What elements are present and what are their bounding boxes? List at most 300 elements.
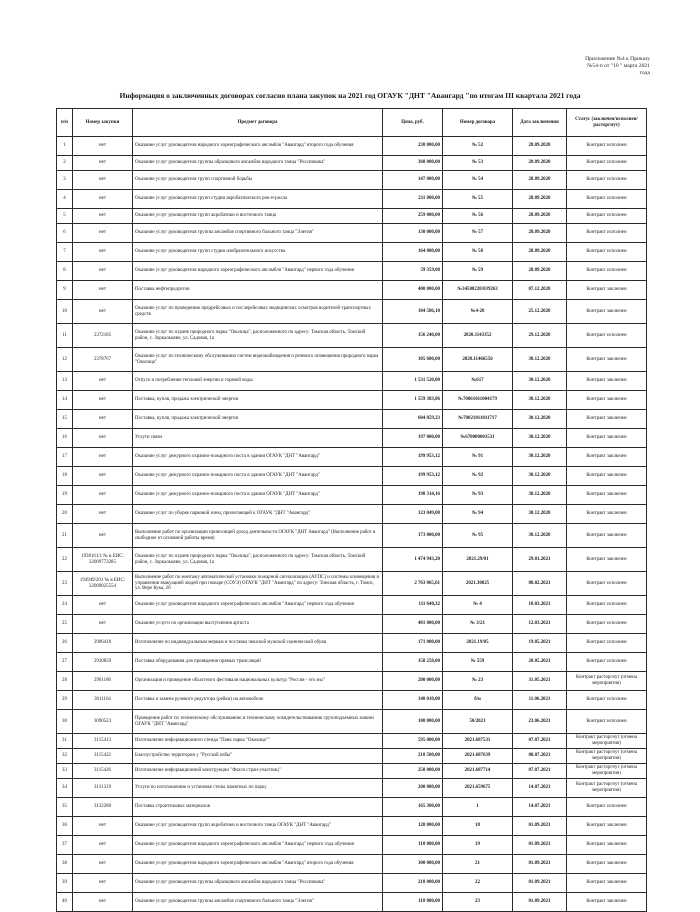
cell-subject: Изготовление информационной конструкции "Флаги стран-участниц" [133,764,383,779]
cell-contract: 2021.687531 [443,734,513,749]
cell-price: 1 474 943,20 [383,548,443,572]
cell-subject: Услуги связи [133,429,383,448]
cell-contract: № 54 [443,171,513,190]
cell-status: Контракт исполнен [567,171,647,190]
cell-purchase: 1938161/1 № в ЕИС: 32009773285 [73,548,133,572]
table-row [57,300,647,324]
cell-contract: 21 [443,855,513,874]
cell-price: 210 000,00 [383,874,443,893]
cell-price: 100 000,00 [383,710,443,734]
cell-date: 30.12.2020 [513,505,567,524]
cell-number: 13 [57,372,73,391]
cell-number: 37 [57,836,73,855]
cell-purchase: нет [73,300,133,324]
cell-status: Контракт расторгнут (отмена мероприятия) [567,749,647,764]
table-row [57,190,647,209]
cell-contract: 1 [443,798,513,817]
cell-purchase: нет [73,817,133,836]
cell-status: Контракт заключен [567,467,647,486]
table-row [57,893,647,912]
cell-purchase: 2961186 [73,672,133,691]
cell-date: 30.12.2020 [513,410,567,429]
cell-date: 30.12.2020 [513,348,567,372]
cell-status: Контракт исполнен [567,224,647,243]
table-row [57,749,647,764]
cell-price: 481 000,00 [383,615,443,634]
cell-subject: Оказание услуг руководителя народного хореографического ансамбля "Авангард" второго года обучения [133,855,383,874]
table-row [57,634,647,653]
cell-subject: Отпуск и потребление тепловой энергии и горячей воды [133,372,383,391]
cell-price: 105 600,00 [383,348,443,372]
cell-contract: 18 [443,817,513,836]
cell-number: 34 [57,779,73,798]
col-header-number: п/п [57,109,73,137]
cell-subject: Оказание услуг руководителя группы образцового ансамбля народного танца "Россиюшка" [133,874,383,893]
cell-contract: № 52 [443,137,513,156]
cell-number: 29 [57,691,73,710]
cell-subject: Поставка строительных материалов [133,798,383,817]
annex-line-2: №54-п от "10 " марта 2021 [587,63,650,69]
cell-subject: Оказание услуг дежурного охранно-пожарного поста в здании ОГАУК "ДНТ "Авангард" [133,448,383,467]
cell-purchase: 2378767 [73,348,133,372]
cell-date: 01.09.2021 [513,874,567,893]
cell-contract: № 59 [443,262,513,281]
cell-price: 300 000,00 [383,855,443,874]
cell-contract: №4-20 [443,300,513,324]
table-row [57,764,647,779]
cell-number: 12 [57,348,73,372]
cell-price: 59 359,08 [383,262,443,281]
table-row [57,137,647,156]
cell-contract: №670000001531 [443,429,513,448]
cell-status: Контракт заключен [567,300,647,324]
cell-subject: Оказание услуг по охране природного парка "Околица", расположенного по адресу: Томская область, Томский район, с. Зоркальцево, ул. Садовая, 1а [133,548,383,572]
cell-purchase: нет [73,893,133,912]
cell-status: Контракт расторгнут (отмена мероприятия) [567,734,647,749]
cell-contract: №34500220/039263 [443,281,513,300]
cell-subject: Выполнение работ по монтажу автоматической установки пожарной сигнализации (АУПС) и системы оповещения и управления эвакуацией людей при пожаре (СОУЭ) ОГАУК "ДНТ "Авангард" по адресу: Томская область, г. Томск, ул. Вере Кука, 20 [133,572,383,596]
cell-subject: Оказание услуг руководителя народного хореографического ансамбля "Авангард" первого года обучения [133,262,383,281]
cell-contract: № 55 [443,190,513,209]
cell-date: 28.09.2020 [513,243,567,262]
col-header-contract: Номер договора [443,109,513,137]
cell-status: Контракт исполнен [567,156,647,171]
cell-date: 12.03.2021 [513,615,567,634]
cell-purchase: 3115413 [73,734,133,749]
cell-date: 30.12.2020 [513,486,567,505]
table-row [57,243,647,262]
cell-purchase: нет [73,467,133,486]
cell-contract: 19 [443,836,513,855]
cell-contract: № 4 [443,596,513,615]
cell-contract: 2020.1143352 [443,324,513,348]
cell-date: 01.09.2021 [513,855,567,874]
cell-number: 25 [57,615,73,634]
cell-subject: Оказание услуг руководителя групп спортивной борьбы [133,171,383,190]
table-row [57,734,647,749]
annex-line-1: Приложение №4 к Приказу [585,56,650,62]
cell-price: 604 859,23 [383,410,443,429]
cell-status: Контракт исполнен [567,572,647,596]
table-header-row [57,109,647,137]
cell-number: 23 [57,572,73,596]
cell-purchase: 3132280 [73,798,133,817]
cell-date: 07.12.2020 [513,281,567,300]
cell-status: Контракт исполнен [567,243,647,262]
cell-purchase: 2372185 [73,324,133,348]
cell-contract: №70061011004179 [443,391,513,410]
cell-status: Контракт расторгнут (отмена мероприятия) [567,672,647,691]
cell-price: 200 000,00 [383,672,443,691]
cell-subject: Оказание услуг руководителя групп студии акробатического рок-н-ролла [133,190,383,209]
cell-contract: № 53 [443,156,513,171]
cell-price: 211 000,00 [383,190,443,209]
table-row [57,710,647,734]
table-row [57,262,647,281]
cell-number: 28 [57,672,73,691]
cell-number: 22 [57,548,73,572]
table-row [57,653,647,672]
cell-subject: Поставка, купля, продажа электрической энергии [133,410,383,429]
cell-subject: Проведение работ по техническому обслуживанию и техническому освидетельствованию грузоподъемных машин ОГАУК "ДНТ "Авангард" [133,710,383,734]
table-row [57,596,647,615]
cell-price: 173 000,00 [383,524,443,548]
col-header-price: Цена, руб. [383,109,443,137]
cell-date: 20.05.2021 [513,653,567,672]
table-row [57,209,647,224]
cell-contract: № 58 [443,243,513,262]
cell-date: 10.03.2021 [513,596,567,615]
cell-price: 199 953,12 [383,467,443,486]
table-row [57,874,647,893]
cell-date: 01.09.2021 [513,836,567,855]
cell-purchase: нет [73,874,133,893]
col-header-status: Статус (заключен/исполнен/расторгнут) [567,109,647,137]
table-row [57,672,647,691]
cell-date: 30.12.2020 [513,448,567,467]
cell-price: 1 559 383,86 [383,391,443,410]
cell-date: 28.09.2020 [513,171,567,190]
cell-contract: 2021.30025 [443,572,513,596]
cell-purchase: нет [73,372,133,391]
cell-date: 14.07.2021 [513,779,567,798]
cell-status: Контракт заключен [567,893,647,912]
cell-status: Контракт исполнен [567,615,647,634]
cell-purchase: нет [73,429,133,448]
cell-price: 140 010,00 [383,691,443,710]
cell-status: Контракт исполнен [567,137,647,156]
cell-contract: 2021.29/01 [443,548,513,572]
cell-date: 30.12.2020 [513,391,567,410]
cell-number: 14 [57,391,73,410]
annex-line-3: года [639,70,650,76]
cell-purchase: 194949/201 № в ЕИС: 32009825554 [73,572,133,596]
cell-price: 197 000,00 [383,429,443,448]
cell-purchase: нет [73,524,133,548]
cell-price: 164 000,00 [383,243,443,262]
cell-date: 07.07.2021 [513,734,567,749]
cell-subject: Поставка, купля, продажа электрической энергии [133,391,383,410]
cell-number: 7 [57,243,73,262]
cell-number: 18 [57,467,73,486]
cell-number: 17 [57,448,73,467]
cell-subject: Поставка и замена рулевого редуктора (рейки) на автомобиле [133,691,383,710]
cell-subject: Оказание услуг по проведению предрейсовых и послерейсовых медицинских осмотров водителей транспортных средств [133,300,383,324]
table-row [57,615,647,634]
table-row [57,548,647,572]
cell-contract: 23 [443,893,513,912]
cell-date: 25.12.2020 [513,300,567,324]
cell-number: 5 [57,209,73,224]
cell-purchase: нет [73,448,133,467]
cell-number: 11 [57,324,73,348]
cell-price: 104 586,10 [383,300,443,324]
cell-contract: 2021.687639 [443,749,513,764]
cell-date: 29.12.2020 [513,324,567,348]
cell-status: Контракт исполнен [567,798,647,817]
cell-purchase: 3011164 [73,691,133,710]
cell-date: 07.07.2021 [513,764,567,779]
cell-subject: Оказание услуг дежурного охранно-пожарного поста в здании ОГАУК "ДНТ "Авангард" [133,467,383,486]
cell-number: 15 [57,410,73,429]
cell-status: Контракт расторгнут (отмена мероприятия) [567,764,647,779]
cell-date: 30.12.2020 [513,372,567,391]
table-row [57,171,647,190]
cell-subject: Изготовление по индивидуальным меркам и поставка чешской мужской сценической обуви [133,634,383,653]
cell-purchase: нет [73,281,133,300]
cell-subject: Оказание услуг по охране природного парка "Околица", расположенного по адресу: Томская область, Томский район, с. Зоркальцево, ул. Садовая, 1а [133,324,383,348]
cell-status: Контракт исполнен [567,190,647,209]
cell-status: Контракт заключен [567,281,647,300]
cell-purchase: 2906418 [73,634,133,653]
cell-date: 19.05.2021 [513,634,567,653]
col-header-purchase: Номер закупки [73,109,133,137]
cell-number: 24 [57,596,73,615]
cell-status: Контракт заключен [567,429,647,448]
cell-number: 21 [57,524,73,548]
cell-contract: 2021.687714 [443,764,513,779]
cell-price: 230 000,00 [383,137,443,156]
cell-price: 111 640,32 [383,596,443,615]
cell-subject: Оказание услуг руководителя группы ансамбля спортивного бального танца "Элегия" [133,893,383,912]
cell-date: 28.09.2020 [513,156,567,171]
cell-purchase: нет [73,190,133,209]
cell-purchase: нет [73,171,133,190]
cell-date: 28.09.2020 [513,224,567,243]
cell-subject: Оказание услуг по уборке парковой зоны, прилегающей к ОГАУК "ДНТ "Авангард" [133,505,383,524]
cell-purchase: нет [73,209,133,224]
table-row [57,156,647,171]
cell-date: 08.02.2021 [513,572,567,596]
cell-price: 123 049,08 [383,505,443,524]
table-row [57,467,647,486]
cell-status: Контракт исполнен [567,596,647,615]
cell-status: Контракт заключен [567,448,647,467]
cell-subject: Организация и проведение областного фестиваля национальных культур "Россия - это мы" [133,672,383,691]
cell-date: 31.05.2021 [513,672,567,691]
cell-price: 158 258,00 [383,653,443,672]
cell-price: 595 000,00 [383,734,443,749]
cell-purchase: нет [73,156,133,171]
table-row [57,505,647,524]
cell-status: Контракт заключен [567,486,647,505]
cell-number: 16 [57,429,73,448]
cell-number: 19 [57,486,73,505]
cell-date: 30.12.2020 [513,524,567,548]
table-row [57,817,647,836]
cell-contract: №70021011011717 [443,410,513,429]
cell-subject: Оказание услуг руководителя группы образцового ансамбля народного танца "Россиюшка" [133,156,383,171]
cell-subject: Оказание услуг руководителя групп акробатики и восточного танца [133,209,383,224]
cell-date: 14.07.2021 [513,798,567,817]
cell-status: Контракт исполнен [567,324,647,348]
cell-number: 38 [57,855,73,874]
cell-number: 26 [57,634,73,653]
cell-contract: № 56 [443,209,513,224]
cell-status: Контракт исполнен [567,262,647,281]
cell-status: Контракт исполнен [567,691,647,710]
cell-contract: № 23 [443,672,513,691]
cell-contract: № 57 [443,224,513,243]
cell-status: Контракт заключен [567,524,647,548]
table-row [57,281,647,300]
cell-subject: Оказание услуг руководителя народного хореографического ансамбля "Авангард" второго года обучения [133,137,383,156]
cell-number: 8 [57,262,73,281]
cell-purchase: 3115422 [73,749,133,764]
table-row [57,779,647,798]
cell-number: 36 [57,817,73,836]
cell-status: Контракт заключен [567,410,647,429]
table-row [57,429,647,448]
table-row [57,224,647,243]
cell-price: 360 000,00 [383,156,443,171]
cell-purchase: нет [73,137,133,156]
cell-date: 08.07.2021 [513,749,567,764]
cell-date: 28.09.2020 [513,137,567,156]
cell-status: Контракт заключен [567,391,647,410]
cell-number: 3 [57,171,73,190]
cell-status: Контракт заключен [567,372,647,391]
contracts-table [56,108,647,912]
cell-purchase: нет [73,855,133,874]
cell-number: 31 [57,734,73,749]
cell-price: 120 000,00 [383,817,443,836]
table-row [57,372,647,391]
cell-date: 28.09.2020 [513,190,567,209]
cell-subject: Оказание услуг руководителя народного хореографического ансамбля "Авангард" первого года обучения [133,596,383,615]
cell-contract: б/н [443,691,513,710]
cell-number: 9 [57,281,73,300]
cell-subject: Изготовление информационного стенда "Панк парка "Околица"" [133,734,383,749]
cell-contract: № 91 [443,448,513,467]
cell-status: Контракт заключен [567,548,647,572]
cell-contract: № 3/21 [443,615,513,634]
table-row [57,691,647,710]
cell-contract: 50/2021 [443,710,513,734]
cell-date: 29.01.2021 [513,548,567,572]
table-row [57,572,647,596]
table-row [57,855,647,874]
cell-price: 1 531 520,00 [383,372,443,391]
cell-subject: Оказание услуг руководителя групп акробатики и восточного танца ОГАУК "ДНТ "Авангард" [133,817,383,836]
cell-contract: № 95 [443,524,513,548]
cell-number: 39 [57,874,73,893]
cell-purchase: нет [73,243,133,262]
cell-status: Контракт заключен [567,874,647,893]
table-row [57,524,647,548]
cell-subject: Выполнение работ по организации приносящей доход деятельности ОГАУК "ДНТ Авангард" (Выполнение работ в свободное от основной работы время) [133,524,383,548]
cell-contract: 2021.19/05 [443,634,513,653]
cell-purchase: нет [73,262,133,281]
cell-purchase: нет [73,486,133,505]
cell-status: Контракт заключен [567,505,647,524]
cell-number: 40 [57,893,73,912]
cell-date: 28.09.2020 [513,209,567,224]
table-row [57,448,647,467]
cell-number: 2 [57,156,73,171]
cell-subject: Оказание услуг руководителя группы ансамбля спортивного бального танца "Элегия" [133,224,383,243]
cell-number: 30 [57,710,73,734]
cell-status: Контракт заключен [567,817,647,836]
cell-subject: Поставка оборудования для проведения прямых трансляций [133,653,383,672]
cell-price: 156 240,00 [383,324,443,348]
cell-price: 110 000,00 [383,893,443,912]
cell-subject: Поставка нефтепродуктов [133,281,383,300]
cell-price: 218 500,00 [383,749,443,764]
cell-date: 28.09.2020 [513,262,567,281]
cell-purchase: нет [73,596,133,615]
table-row [57,324,647,348]
table-body [57,137,647,912]
document-title: Информация о заключенных договорах согласно плана закупок на 2021 год ОГАУК "ДНТ "Авангард "по итогам III квартала 2021 года [119,91,581,100]
cell-purchase: нет [73,505,133,524]
table-row [57,410,647,429]
cell-subject: Оказание услуг дежурного охранно-пожарного поста в здании ОГАУК "ДНТ "Авангард" [133,486,383,505]
cell-date: 23.06.2021 [513,710,567,734]
cell-status: Контракт исполнен [567,653,647,672]
cell-status: Контракт заключен [567,348,647,372]
cell-contract: 22 [443,874,513,893]
cell-date: 01.09.2021 [513,893,567,912]
order-annex-note [500,56,650,77]
cell-purchase: 2930859 [73,653,133,672]
cell-date: 11.06.2021 [513,691,567,710]
cell-contract: №617 [443,372,513,391]
cell-subject: Благоустройство территории у "Русской избы" [133,749,383,764]
cell-purchase: 3115426 [73,764,133,779]
cell-price: 2 763 065,61 [383,572,443,596]
cell-number: 4 [57,190,73,209]
cell-number: 27 [57,653,73,672]
cell-status: Контракт расторгнут (отмена мероприятия) [567,779,647,798]
cell-number: 6 [57,224,73,243]
cell-contract: 2021.659675 [443,779,513,798]
cell-purchase: нет [73,410,133,429]
cell-price: 400 000,00 [383,281,443,300]
cell-contract: № 559 [443,653,513,672]
cell-price: 198 314,16 [383,486,443,505]
cell-purchase: нет [73,615,133,634]
cell-price: 250 000,00 [383,764,443,779]
cell-number: 33 [57,764,73,779]
cell-status: Контракт исполнен [567,209,647,224]
cell-subject: Оказание услуг руководителя народного хореографического ансамбля "Авангард" первого года обучения [133,836,383,855]
cell-status: Контракт заключен [567,836,647,855]
cell-purchase: нет [73,224,133,243]
cell-number: 20 [57,505,73,524]
cell-date: 30.12.2020 [513,467,567,486]
cell-price: 199 953,12 [383,448,443,467]
